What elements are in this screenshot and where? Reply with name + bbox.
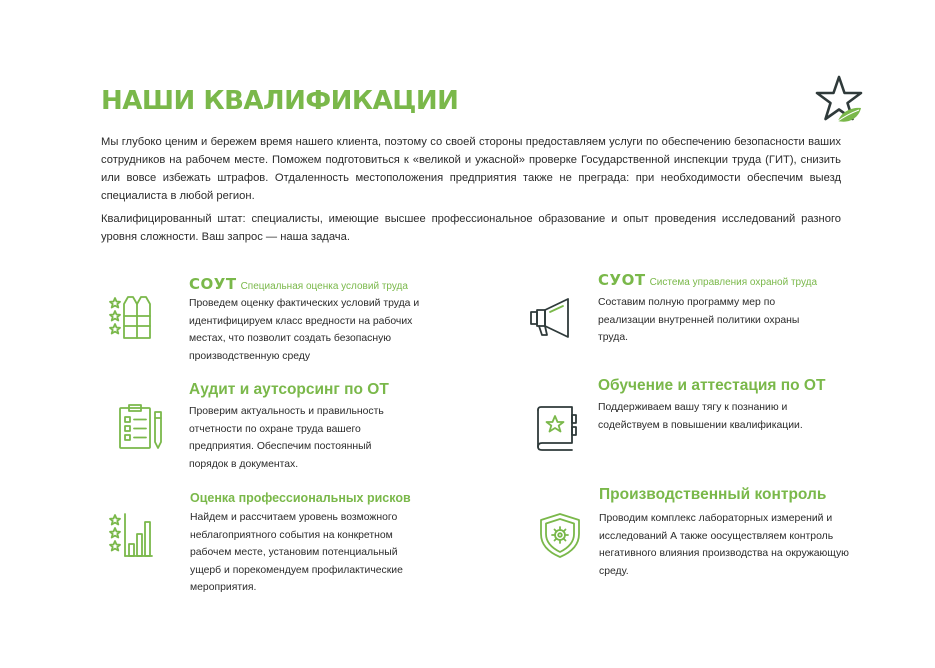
intro-paragraph-2: Квалифицированный штат: специалисты, имеющие высшее профессиональное образование и опыт проведения исследований разного уровня сложности. Ваш запрос — наша задача. (101, 213, 841, 243)
shield-gear-icon (537, 512, 583, 558)
service-sout-abbr: СОУТ (189, 275, 237, 293)
star-leaf-logo-icon (814, 74, 864, 132)
rating-chart-icon (107, 512, 153, 558)
service-suot-text: Составим полную программу мер по реализации внутренней политики охраны труда. (598, 297, 800, 343)
service-training-title: Обучение и аттестация по ОТ (598, 377, 826, 394)
safety-vest-icon (108, 294, 154, 340)
service-training-text: Поддерживаем вашу тягу к познанию и содействуем в повышении квалификации. (598, 402, 803, 431)
service-risks (190, 491, 450, 597)
service-sout-text: Проведем оценку фактических условий труда и идентифицируем класс вредности на рабочих местах, что позволит создать безопасную производственную среду (189, 298, 420, 362)
clipboard-checklist-icon (118, 404, 164, 450)
service-suot-abbr: СУОТ (598, 271, 646, 289)
service-training (598, 377, 858, 434)
service-audit-title: Аудит и аутсорсинг по ОТ (189, 381, 389, 398)
service-risks-title: Оценка профессиональных рисков (190, 491, 411, 505)
service-sout-heading (189, 275, 449, 294)
service-sout (189, 275, 449, 365)
service-suot (598, 271, 858, 347)
service-control-text: Проводим комплекс лабораторных измерений и исследований А также оосуществляем контроль негативного влияния производства на окружающую среду. (599, 513, 849, 577)
service-sout-subtitle: Специальная оценка условий труда (240, 281, 408, 292)
service-control (599, 486, 859, 580)
service-suot-heading (598, 271, 858, 290)
service-suot-subtitle: Система управления охраной труда (649, 277, 818, 288)
page-title: НАШИ КВАЛИФИКАЦИИ (101, 86, 459, 116)
service-risks-text: Найдем и рассчитаем уровень возможного неблагоприятного события на конкретном рабочем месте, установим потенциальный ущерб и порекомендуем профилактические мероприятия. (190, 512, 403, 593)
book-star-icon (534, 405, 580, 451)
intro-paragraph-1: Мы глубоко ценим и бережем время нашего клиента, поэтому со своей стороны предоставляем услуги по обеспечению безопасности ваших сотрудников на рабочем месте. Поможем подготовиться к «великой и ужасной» проверке Государственной инспекции труда (ГИТ), снизить или вовсе избежать штрафов. Отдаленность местоположения предприятия также не преграда: при необходимости обеспечим выезд специалиста в любой регион. (101, 136, 841, 202)
megaphone-icon (528, 295, 574, 341)
service-audit (189, 381, 449, 473)
service-audit-text: Проверим актуальность и правильность отчетности по охране труда вашего предприятия. Обеспечим постоянный порядок в документах. (189, 406, 384, 470)
service-control-title: Производственный контроль (599, 486, 827, 503)
